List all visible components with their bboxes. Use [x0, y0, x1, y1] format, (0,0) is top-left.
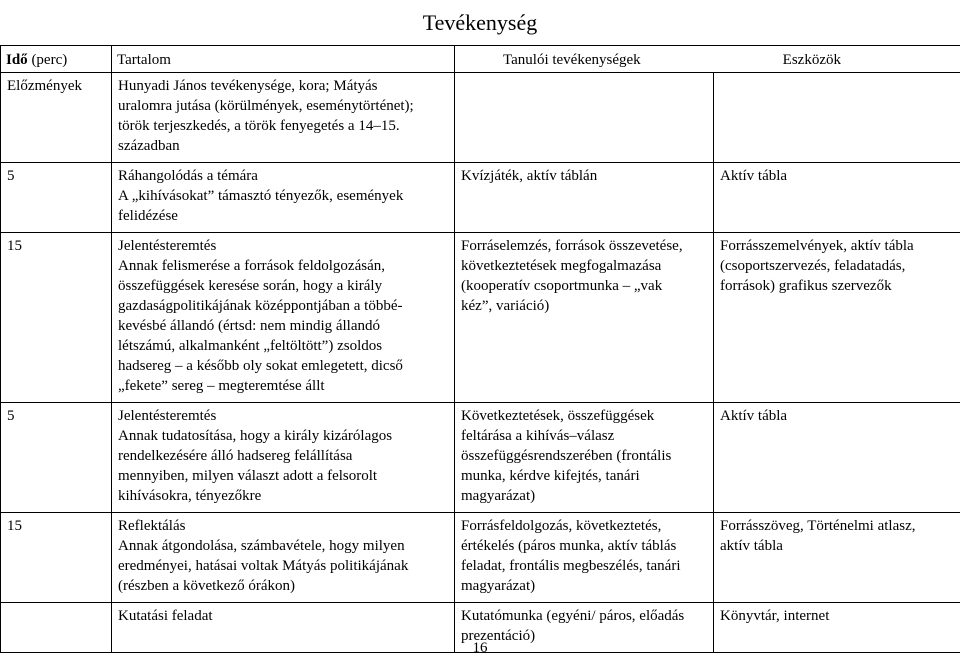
student-activity-cell-line: feltárása a kihívás–válasz — [461, 426, 708, 446]
student-activity-cell-line: összefüggésrendszerében (frontális — [461, 446, 708, 466]
page-number: 16 — [0, 638, 960, 658]
student-activity-cell-line: feladat, frontális megbeszélés, tanári — [461, 556, 708, 576]
tools-cell — [714, 73, 960, 163]
table-body — [1, 73, 960, 653]
content-cell-line: hadsereg – a később oly sokat emlegetett, dicső — [118, 356, 440, 376]
tools-cell — [714, 233, 960, 403]
header-content: Tartalom — [112, 46, 455, 73]
table-row — [1, 403, 960, 513]
table-header-row — [1, 46, 960, 73]
content-cell-line: „fekete” sereg – megteremtése állt — [118, 376, 440, 396]
content-cell-line: Hunyadi János tevékenysége, kora; Mátyás — [118, 76, 440, 96]
student-activity-cell-line: magyarázat) — [461, 486, 708, 506]
content-cell-line: eredményei, hatásai voltak Mátyás politikájának — [118, 556, 440, 576]
student-activity-cell-line: Következtetések, összefüggések — [461, 406, 708, 426]
table-row — [1, 163, 960, 233]
header-time: Idő (perc) — [1, 46, 112, 73]
content-cell-line: török terjeszkedés, a török fenyegetés a 14–15. — [118, 116, 440, 136]
content-cell-line: kevésbé állandó (értsd: nem mindig állandó — [118, 316, 440, 336]
tools-cell-line: források) grafikus szervezők — [720, 276, 955, 296]
student-activity-cell-line: következtetések megfogalmazása — [461, 256, 708, 276]
content-cell-line: uralomra jutása (körülmények, eseménytörténet); — [118, 96, 440, 116]
content-cell-line: Kutatási feladat — [118, 606, 440, 626]
tools-cell-line: Aktív tábla — [720, 406, 955, 426]
content-cell-line: Annak tudatosítása, hogy a király kizárólagos — [118, 426, 440, 446]
content-cell-line: felidézése — [118, 206, 440, 226]
time-cell: 5 — [1, 163, 112, 233]
content-cell-line: (részben a következő órákon) — [118, 576, 440, 596]
content-cell-line: Annak felismerése a források feldolgozásán, — [118, 256, 440, 276]
table-row — [1, 233, 960, 403]
student-activity-cell-line: Kutatómunka (egyéni/ páros, előadás — [461, 606, 708, 626]
tools-cell-line: Könyvtár, internet — [720, 606, 955, 626]
table-row — [1, 73, 960, 163]
content-cell — [112, 513, 455, 603]
tools-cell-line: Aktív tábla — [720, 166, 955, 186]
tools-cell-line: Forrásszemelvények, aktív tábla — [720, 236, 955, 256]
content-cell-line: Jelentésteremtés — [118, 236, 440, 256]
student-activity-cell-line: prezentáció) — [461, 626, 708, 646]
student-activity-cell-line: kéz”, variáció) — [461, 296, 708, 316]
content-cell-line: században — [118, 136, 440, 156]
content-cell-line: Ráhangolódás a témára — [118, 166, 440, 186]
content-cell — [112, 73, 455, 163]
content-cell-line: Annak átgondolása, számbavétele, hogy milyen — [118, 536, 440, 556]
content-cell-line: gazdaságpolitikájának középpontjában a többé- — [118, 296, 440, 316]
student-activity-cell-line: Forrásfeldolgozás, következtetés, — [461, 516, 708, 536]
content-cell-line: Jelentésteremtés — [118, 406, 440, 426]
tools-cell-line: (csoportszervezés, feladatadás, — [720, 256, 955, 276]
tools-cell — [714, 513, 960, 603]
time-cell: 15 — [1, 233, 112, 403]
activity-table — [0, 45, 960, 653]
content-cell-line: rendelkezésére álló hadsereg felállítása — [118, 446, 440, 466]
student-activity-cell-line: Kvízjáték, aktív táblán — [461, 166, 708, 186]
content-cell-line: kihívásokra, tényezőkre — [118, 486, 440, 506]
table-row — [1, 513, 960, 603]
student-activity-cell-line: munka, kérdve kifejtés, tanári — [461, 466, 708, 486]
content-cell-line: A „kihívásokat” támasztó tényezők, események — [118, 186, 440, 206]
content-cell-line: mennyiben, milyen választ adott a felsorolt — [118, 466, 440, 486]
student-activity-cell-line: Forráselemzés, források összevetése, — [461, 236, 708, 256]
time-cell: Előzmények — [1, 73, 112, 163]
time-cell: 15 — [1, 513, 112, 603]
student-activity-cell-line: értékelés (páros munka, aktív táblás — [461, 536, 708, 556]
student-activity-cell — [455, 73, 714, 163]
tools-cell — [714, 403, 960, 513]
content-cell-line: összefüggések keresése során, hogy a király — [118, 276, 440, 296]
content-cell — [112, 233, 455, 403]
tools-cell-line: aktív tábla — [720, 536, 955, 556]
student-activity-cell — [455, 513, 714, 603]
student-activity-cell-line: magyarázat) — [461, 576, 708, 596]
content-cell-line: Reflektálás — [118, 516, 440, 536]
student-activity-cell-line: (kooperatív csoportmunka – „vak — [461, 276, 708, 296]
student-activity-cell — [455, 403, 714, 513]
page-title: Tevékenység — [0, 8, 960, 38]
header-student-tools: Tanulói tevékenységek Eszközök — [455, 46, 960, 73]
content-cell — [112, 403, 455, 513]
tools-cell-line: Forrásszöveg, Történelmi atlasz, — [720, 516, 955, 536]
time-cell: 5 — [1, 403, 112, 513]
content-cell — [112, 163, 455, 233]
content-cell-line: létszámú, alkalmanként „feltöltött”) zsoldos — [118, 336, 440, 356]
tools-cell — [714, 163, 960, 233]
student-activity-cell — [455, 163, 714, 233]
student-activity-cell — [455, 233, 714, 403]
